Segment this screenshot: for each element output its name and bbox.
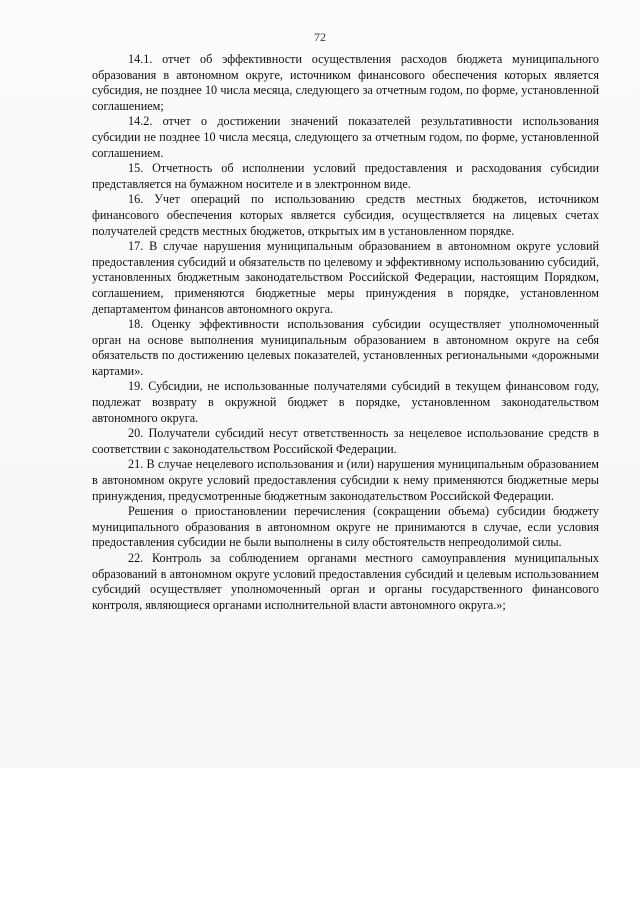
paragraph-18: 18. Оценку эффективности использования субсидии осуществляет уполномоченный орган на основе выполнения муниципальным образованием в автономном округе на себя обязательств по достижению целевых показателей, установленных региональными «дорожными картами». (92, 317, 599, 378)
paragraph-20: 20. Получатели субсидий несут ответственность за нецелевое использование средств в соответствии с законодательством Российской Федерации. (92, 426, 599, 456)
paragraph-21-decisions: Решения о приостановлении перечисления (сокращении объема) субсидии бюджету муниципального образования в автономном округе не принимаются в случае, если условия предоставления субсидии не были выполнены в силу обстоятельств непреодолимой силы. (92, 504, 599, 550)
paragraph-14-1: 14.1. отчет об эффективности осуществления расходов бюджета муниципального образования в автономном округе, источником финансового обеспечения которых является субсидия, не позднее 10 числа месяца, следующего за отчетным годом, по форме, установленной соглашением; (92, 52, 599, 113)
paragraph-15: 15. Отчетность об исполнении условий предоставления и расходования субсидии представляется на бумажном носителе и в электронном виде. (92, 161, 599, 191)
paragraph-21: 21. В случае нецелевого использования и (или) нарушения муниципальным образованием в автономном округе условий предоставления субсидии к нему применяются бюджетные меры принуждения, предусмотренные бюджетным законодательством Российской Федерации. (92, 457, 599, 503)
paragraph-14-2: 14.2. отчет о достижении значений показателей результативности использования субсидии не позднее 10 числа месяца, следующего за отчетным годом, по форме, установленной соглашением. (92, 114, 599, 160)
paragraph-22: 22. Контроль за соблюдением органами местного самоуправления муниципальных образований в автономном округе условий предоставления субсидий и целевым использованием субсидий осуществляет уполномоченный орган и органы государственного финансового контроля, являющиеся органами исполнительной власти автономного округа.»; (92, 551, 599, 612)
page-number: 72 (314, 30, 326, 44)
document-body (92, 52, 599, 613)
paragraph-16: 16. Учет операций по использованию средств местных бюджетов, источником финансового обеспечения которых является субсидия, осуществляется на лицевых счетах получателей средств местных бюджетов, открытых им в установленном порядке. (92, 192, 599, 238)
paragraph-19: 19. Субсидии, не использованные получателями субсидий в текущем финансовом году, подлежат возврату в окружной бюджет в порядке, установленном законодательством автономного округа. (92, 379, 599, 425)
paragraph-17: 17. В случае нарушения муниципальным образованием в автономном округе условий предоставления субсидий и обязательств по целевому и эффективному использованию субсидий, установленных бюджетным законодательством Российской Федерации, настоящим Порядком, соглашением, применяются бюджетные меры принуждения в порядке, установленном департаментом финансов автономного округа. (92, 239, 599, 316)
